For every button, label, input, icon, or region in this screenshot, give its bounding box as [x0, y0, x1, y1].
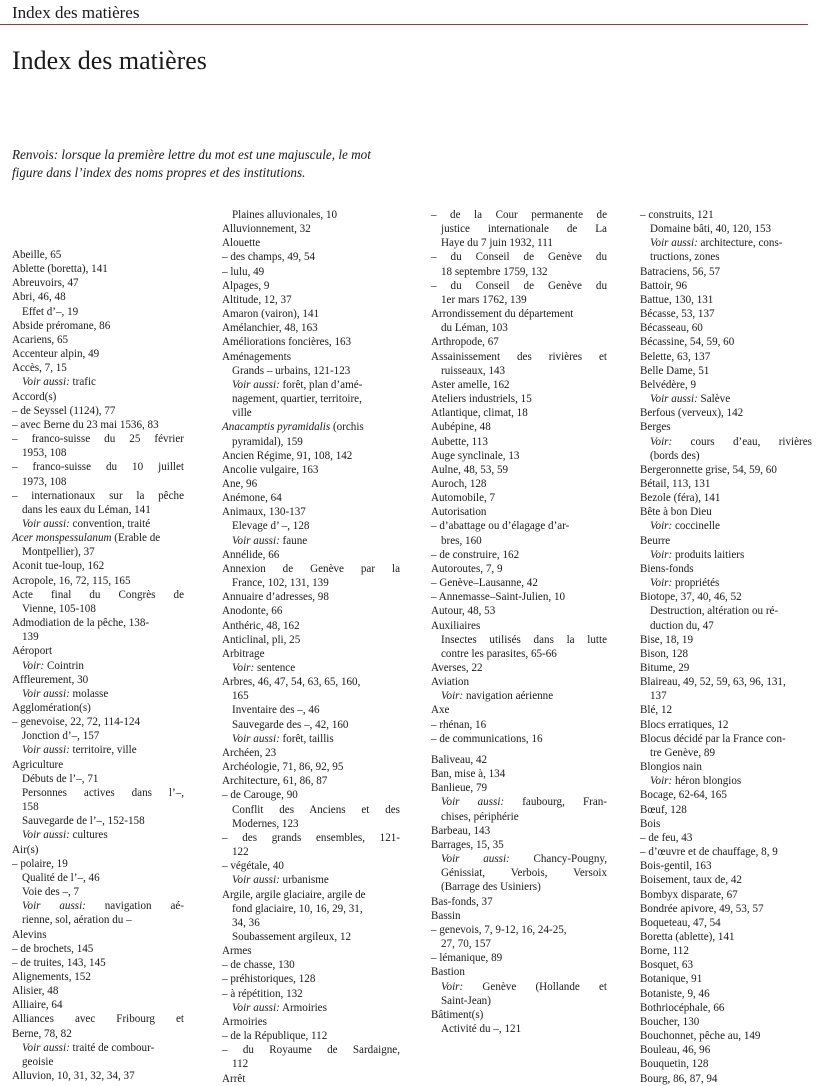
index-entry: Personnes actives dans l’–, [22, 786, 184, 799]
index-entry: Anémone, 64 [222, 492, 282, 505]
index-entry: Autorisation [431, 506, 487, 519]
index-entry: Arrondissement du département [431, 308, 574, 321]
index-entry: Bastion [431, 966, 465, 979]
index-entry: France, 102, 131, 139 [232, 577, 329, 590]
index-entry: Alignements, 152 [12, 970, 91, 983]
index-entry: Agriculture [12, 758, 64, 771]
index-entry: Bois-gentil, 163 [640, 860, 712, 873]
index-entry: Voir: produits laitiers [650, 548, 745, 561]
index-entry: Modernes, 123 [232, 817, 299, 830]
index-entry: Bitume, 29 [640, 662, 690, 674]
index-entry: Alpages, 9 [222, 279, 270, 292]
running-head: Index des matières [12, 3, 140, 22]
index-entry: Anodonte, 66 [222, 605, 283, 618]
index-entry: – de la République, 112 [222, 1030, 328, 1043]
index-entry: Amélanchier, 48, 163 [222, 322, 318, 335]
index-entry: Bosquet, 63 [640, 959, 694, 972]
index-entry: Conflit des Anciens et des [232, 803, 400, 816]
index-entry: 158 [22, 801, 39, 814]
index-entry: Voir: coccinelle [650, 520, 720, 533]
index-entry: – de feu, 43 [640, 831, 693, 844]
index-entry: Bécassine, 54, 59, 60 [640, 336, 735, 349]
index-entry: – Annemasse–Saint-Julien, 10 [431, 591, 566, 604]
index-entry: Voir aussi: urbanisme [232, 874, 329, 887]
index-entry: Acer monspessulanum (Erable de [12, 532, 161, 545]
index-entry: Bois [640, 817, 661, 830]
index-entry: Ablette (boretta), 141 [12, 263, 108, 276]
index-entry: Archéologie, 71, 86, 92, 95 [222, 761, 344, 774]
index-entry: – avec Berne du 23 mai 1536, 83 [12, 418, 159, 431]
index-entry: Boucher, 130 [640, 1015, 700, 1028]
index-entry: Bezole (féra), 141 [640, 492, 721, 505]
index-entry: 112 [232, 1058, 249, 1071]
index-entry: nagement, quartier, territoire, [232, 393, 362, 406]
index-entry: Arthropode, 67 [431, 336, 499, 349]
index-entry: Auge synclinale, 13 [431, 449, 520, 462]
index-entry: Voir aussi: Chancy-Pougny, [441, 853, 607, 866]
index-entry: – polaire, 19 [12, 857, 68, 870]
index-entry: – de chasse, 130 [222, 959, 295, 972]
index-entry: Bergeronnette grise, 54, 59, 60 [640, 463, 777, 476]
index-entry: Saint-Jean) [441, 994, 491, 1007]
index-entry: Archéen, 23 [222, 746, 277, 759]
index-entry: Anticlinal, pli, 25 [222, 633, 301, 646]
header-rule [0, 24, 808, 25]
index-entry: Voir: Genève (Hollande et [441, 980, 607, 993]
index-entry: Admodiation de la pêche, 138- [12, 617, 150, 630]
index-entry: Alouette [222, 237, 261, 250]
index-entry: – internationaux sur la pêche [12, 489, 184, 502]
index-entry: Blocus décidé par la France con- [640, 732, 786, 745]
index-entry: Voir aussi: traité de combour- [22, 1041, 155, 1054]
index-entry: 18 septembre 1759, 132 [441, 265, 548, 278]
index-entry: Elevage d’ –, 128 [232, 520, 310, 533]
index-entry: Bœuf, 128 [640, 803, 687, 816]
index-entry: Génissiat, Verbois, Versoix [441, 867, 607, 880]
index-entry: Arbres, 46, 47, 54, 63, 65, 160, [222, 676, 361, 689]
index-entry: Alliaire, 64 [12, 999, 63, 1012]
index-entry: – de la Cour permanente de [431, 209, 607, 221]
index-entry: Autour, 48, 53 [431, 605, 496, 618]
index-entry: dans les eaux du Léman, 141 [22, 503, 151, 516]
index-entry: 137 [650, 690, 667, 703]
index-entry: Plaines alluvionales, 10 [232, 209, 338, 221]
index-entry: Acte final du Congrès de [12, 588, 184, 601]
index-entry: – Genève–Lausanne, 42 [431, 577, 538, 590]
index-entry: duction du, 47 [650, 619, 714, 632]
index-entry: Voir aussi: molasse [22, 687, 109, 700]
index-entry: Boqueteau, 47, 54 [640, 916, 721, 929]
index-entry: Air(s) [12, 843, 39, 856]
index-entry: Berges [640, 421, 671, 434]
index-entry: Bouleau, 46, 96 [640, 1044, 711, 1057]
index-entry: Blé, 12 [640, 704, 673, 717]
index-entry: Abeille, 65 [12, 249, 62, 261]
index-entry: Bouquetin, 128 [640, 1058, 709, 1071]
index-entry: Annexion de Genève par la [222, 562, 400, 575]
index-entry: Architecture, 61, 86, 87 [222, 775, 328, 788]
index-entry: Voir aussi: architecture, cons- [650, 237, 783, 250]
index-entry: justice internationale de La [441, 223, 607, 236]
index-entry: – à répétition, 132 [222, 987, 303, 1000]
index-entry: Abri, 46, 48 [12, 291, 66, 304]
index-entry: Bison, 128 [640, 647, 689, 660]
index-entry: Bécasse, 53, 137 [640, 308, 715, 321]
index-entry: Belle Dame, 51 [640, 364, 710, 377]
index-entry: – du Conseil de Genève du [431, 251, 607, 264]
index-entry: 122 [232, 846, 249, 859]
index-entry: Aéroport [12, 645, 53, 658]
index-entry: Bouchonnet, pêche au, 149 [640, 1030, 761, 1043]
index-entry: Haye du 7 juin 1932, 111 [441, 237, 553, 250]
index-entry: Axe [431, 704, 450, 717]
index-entry: Bassin [431, 909, 461, 922]
index-column-3b [431, 753, 607, 1036]
index-entry: Jonction d’–, 157 [22, 730, 100, 743]
index-entry: Botanique, 91 [640, 973, 703, 986]
index-entry: Battoir, 96 [640, 279, 688, 292]
index-entry: Voir: sentence [232, 662, 296, 674]
index-entry: 1er mars 1762, 139 [441, 293, 527, 306]
index-entry: Amaron (vairon), 141 [222, 308, 320, 321]
index-entry: Domaine bâti, 40, 120, 153 [650, 223, 772, 236]
index-entry: Boisement, taux de, 42 [640, 874, 742, 887]
index-entry: Bise, 18, 19 [640, 633, 694, 646]
index-entry: – préhistoriques, 128 [222, 973, 316, 986]
index-entry: Bécasseau, 60 [640, 322, 703, 335]
index-entry: Aménagements [222, 350, 292, 363]
index-entry: Alevins [12, 928, 47, 941]
index-entry: – de Seyssel (1124), 77 [12, 404, 116, 417]
index-entry: 165 [232, 690, 249, 703]
index-entry: Botaniste, 9, 46 [640, 987, 710, 1000]
index-entry: Auxiliaires [431, 619, 481, 632]
index-entry: Voir aussi: Salève [650, 393, 731, 406]
index-entry: Averses, 22 [431, 662, 483, 674]
index-entry: Belvédère, 9 [640, 378, 697, 391]
index-entry: Banlieue, 79 [431, 782, 488, 795]
index-entry: – franco-suisse du 10 juillet [12, 461, 184, 474]
index-entry: – de Carouge, 90 [222, 789, 298, 802]
index-entry: – des champs, 49, 54 [222, 251, 316, 264]
index-entry: Armes [222, 945, 252, 958]
index-entry: – construits, 121 [640, 209, 714, 221]
index-entry: – genevoise, 22, 72, 114-124 [12, 716, 141, 729]
index-entry: Vienne, 105-108 [22, 602, 96, 615]
index-entry: – franco-suisse du 25 février [12, 433, 184, 446]
index-entry: – d’œuvre et de chauffage, 8, 9 [640, 846, 778, 859]
index-entry: – des grands ensembles, 121- [222, 831, 400, 844]
index-entry: – rhénan, 16 [431, 718, 487, 731]
index-entry: Batraciens, 56, 57 [640, 265, 721, 278]
index-entry: Bothriocéphale, 66 [640, 1001, 725, 1014]
index-entry: Berfous (verveux), 142 [640, 407, 744, 420]
index-entry: du Léman, 103 [441, 322, 508, 335]
index-entry: Borne, 112 [640, 945, 689, 958]
index-entry: Alluvion, 10, 31, 32, 34, 37 [12, 1070, 135, 1083]
index-entry: Voie des –, 7 [22, 886, 80, 899]
index-entry: Ban, mise à, 134 [431, 768, 506, 781]
index-entry: Baliveau, 42 [431, 754, 488, 766]
index-entry: Assainissement des rivières et [431, 350, 607, 363]
index-entry: Voir aussi: convention, traité [22, 517, 151, 530]
index-entry: Acariens, 65 [12, 333, 69, 346]
index-entry: Bourg, 86, 87, 94 [640, 1072, 718, 1085]
index-entry: Accenteur alpin, 49 [12, 348, 100, 361]
index-entry: Aster amelle, 162 [431, 378, 510, 391]
index-entry: Ancien Régime, 91, 108, 142 [222, 449, 353, 462]
index-entry: Destruction, altération ou ré- [650, 605, 779, 618]
index-entry: Alliances avec Fribourg et [12, 1013, 184, 1026]
index-entry: Voir aussi: navigation aé- [22, 900, 184, 913]
index-entry: – de construire, 162 [431, 548, 520, 561]
index-entry: Altitude, 12, 37 [222, 293, 292, 306]
index-column-2 [222, 208, 400, 1086]
index-entry: Annuaire d’adresses, 98 [222, 591, 329, 604]
index-entry: Accès, 7, 15 [12, 362, 67, 375]
index-entry: 27, 70, 157 [441, 938, 491, 951]
index-entry: Alisier, 48 [12, 985, 59, 998]
index-entry: Abside préromane, 86 [12, 319, 111, 332]
index-entry: Voir aussi: forêt, plan d’amé- [232, 378, 363, 391]
index-entry: chises, périphérie [441, 810, 519, 823]
index-entry: Beurre [640, 534, 671, 547]
index-entry: Ane, 96 [222, 477, 258, 490]
renvois-note: Renvois: lorsque la première lettre du mot est une majuscule, le mot figure dans l’index des noms propres et des institutions. [12, 147, 371, 180]
index-entry: 139 [22, 631, 39, 644]
index-entry: Voir: Cointrin [22, 659, 84, 672]
index-entry: (bords des) [650, 449, 700, 462]
index-entry: rienne, sol, aération du – [22, 914, 132, 927]
index-entry: Blocs erratiques, 12 [640, 718, 729, 731]
index-entry: Voir: cours d’eau, rivières [650, 435, 812, 448]
index-entry: Montpellier), 37 [22, 546, 95, 559]
index-column-1 [12, 248, 184, 1083]
index-entry: Arrêt [222, 1072, 246, 1085]
index-entry: Aconit tue-loup, 162 [12, 560, 105, 573]
index-entry: Berne, 78, 82 [12, 1027, 72, 1040]
index-entry: Activité du –, 121 [441, 1022, 522, 1035]
index-entry: Grands – urbains, 121-123 [232, 364, 351, 377]
index-entry: Aubette, 113 [431, 435, 488, 448]
index-entry: – lémanique, 89 [431, 952, 503, 965]
index-entry: contre les parasites, 65-66 [441, 647, 557, 660]
index-entry: Biens-fonds [640, 562, 694, 575]
index-entry: Armoiries [222, 1015, 267, 1028]
index-entry: Voir aussi: territoire, ville [22, 744, 137, 757]
index-entry: Alluvionnement, 32 [222, 223, 311, 236]
index-entry: fond glaciaire, 10, 16, 29, 31, [232, 902, 363, 915]
index-entry: – lulu, 49 [222, 265, 265, 278]
index-entry: – de communications, 16 [431, 732, 543, 745]
index-entry: tructions, zones [650, 251, 720, 264]
index-entry: Barrages, 15, 35 [431, 838, 504, 851]
index-entry: Effet d’–, 19 [22, 305, 79, 318]
index-entry: – végétale, 40 [222, 860, 284, 873]
index-entry: Ancolie vulgaire, 163 [222, 463, 319, 476]
index-entry: Ateliers industriels, 15 [431, 393, 532, 406]
page-title: Index des matières [12, 46, 207, 75]
index-entry: Voir aussi: faubourg, Fran- [441, 796, 607, 809]
index-entry: Auroch, 128 [431, 477, 487, 490]
index-entry: – d’abattage ou d’élagage d’ar- [431, 520, 570, 533]
index-entry: Autoroutes, 7, 9 [431, 562, 503, 575]
index-entry: Soubassement argileux, 12 [232, 930, 352, 943]
index-entry: Aulne, 48, 53, 59 [431, 463, 509, 476]
index-entry: Annélide, 66 [222, 548, 280, 561]
index-entry: Affleurement, 30 [12, 673, 89, 686]
index-entry: Bas-fonds, 37 [431, 895, 493, 908]
index-entry: Abreuvoirs, 47 [12, 277, 79, 290]
index-entry: Belette, 63, 137 [640, 350, 711, 363]
index-entry: Argile, argile glaciaire, argile de [222, 888, 366, 901]
index-entry: Blaireau, 49, 52, 59, 63, 96, 131, [640, 676, 786, 689]
index-entry: Bétail, 113, 131 [640, 477, 711, 490]
index-entry: Voir: propriétés [650, 577, 720, 590]
index-entry: Arbitrage [222, 647, 265, 660]
index-entry: Voir aussi: forêt, taillis [232, 732, 334, 745]
index-entry: Voir aussi: cultures [22, 829, 108, 842]
index-entry: Atlantique, climat, 18 [431, 407, 528, 420]
index-entry: – de brochets, 145 [12, 942, 94, 955]
index-entry: Automobile, 7 [431, 492, 496, 505]
index-entry: Insectes utilisés dans la lutte [441, 633, 607, 646]
index-entry: Sauvegarde de l’–, 152-158 [22, 815, 145, 828]
index-entry: Bâtiment(s) [431, 1008, 484, 1021]
index-entry: geoisie [22, 1055, 54, 1068]
index-entry: ville [232, 407, 252, 420]
index-entry: Voir aussi: faune [232, 534, 308, 547]
index-entry: Bondrée apivore, 49, 53, 57 [640, 902, 764, 915]
index-entry: bres, 160 [441, 534, 482, 547]
index-entry: 1973, 108 [22, 475, 67, 488]
index-entry: Qualité de l’–, 46 [22, 871, 100, 884]
index-entry: pyramidal), 159 [232, 435, 303, 448]
index-entry: Anacamptis pyramidalis (orchis [222, 421, 364, 434]
index-entry: 1953, 108 [22, 447, 67, 460]
index-entry: – du Royaume de Sardaigne, [222, 1044, 400, 1057]
index-entry: Bocage, 62-64, 165 [640, 789, 727, 802]
index-entry: ruisseaux, 143 [441, 364, 506, 377]
index-entry: Bête à bon Dieu [640, 506, 712, 519]
index-entry: tre Genève, 89 [650, 746, 715, 759]
index-entry: Barbeau, 143 [431, 824, 491, 837]
index-entry: Agglomération(s) [12, 702, 91, 714]
index-entry: Acropole, 16, 72, 115, 165 [12, 574, 131, 587]
index-entry: – du Conseil de Genève du [431, 279, 607, 292]
index-column-4 [640, 208, 812, 1086]
index-entry: Voir aussi: Armoiries [232, 1001, 327, 1014]
index-entry: Bombyx disparate, 67 [640, 888, 738, 901]
index-entry: Voir: navigation aérienne [441, 690, 554, 703]
index-entry: Aubépine, 48 [431, 421, 491, 434]
index-entry: Blongios nain [640, 761, 702, 774]
index-entry: Anthéric, 48, 162 [222, 619, 300, 632]
index-entry: (Barrage des Usiniers) [441, 881, 541, 894]
index-entry: Voir: héron blongios [650, 775, 742, 788]
index-entry: 34, 36 [232, 916, 260, 929]
index-entry: Sauvegarde des –, 42, 160 [232, 718, 349, 731]
index-column-3 [431, 208, 607, 746]
index-entry: Inventaire des –, 46 [232, 704, 320, 717]
index-entry: – genevois, 7, 9-12, 16, 24-25, [431, 923, 567, 936]
index-entry: Aviation [431, 676, 469, 689]
index-entry: Biotope, 37, 40, 46, 52 [640, 591, 742, 604]
index-entry: Accord(s) [12, 390, 57, 403]
index-entry: Battue, 130, 131 [640, 293, 714, 306]
index-entry: Améliorations foncières, 163 [222, 336, 352, 349]
index-entry: Voir aussi: trafic [22, 376, 96, 389]
index-entry: Débuts de l’–, 71 [22, 772, 99, 785]
index-entry: Boretta (ablette), 141 [640, 930, 735, 943]
index-entry: Animaux, 130-137 [222, 506, 306, 519]
index-entry: – de truites, 143, 145 [12, 956, 106, 969]
